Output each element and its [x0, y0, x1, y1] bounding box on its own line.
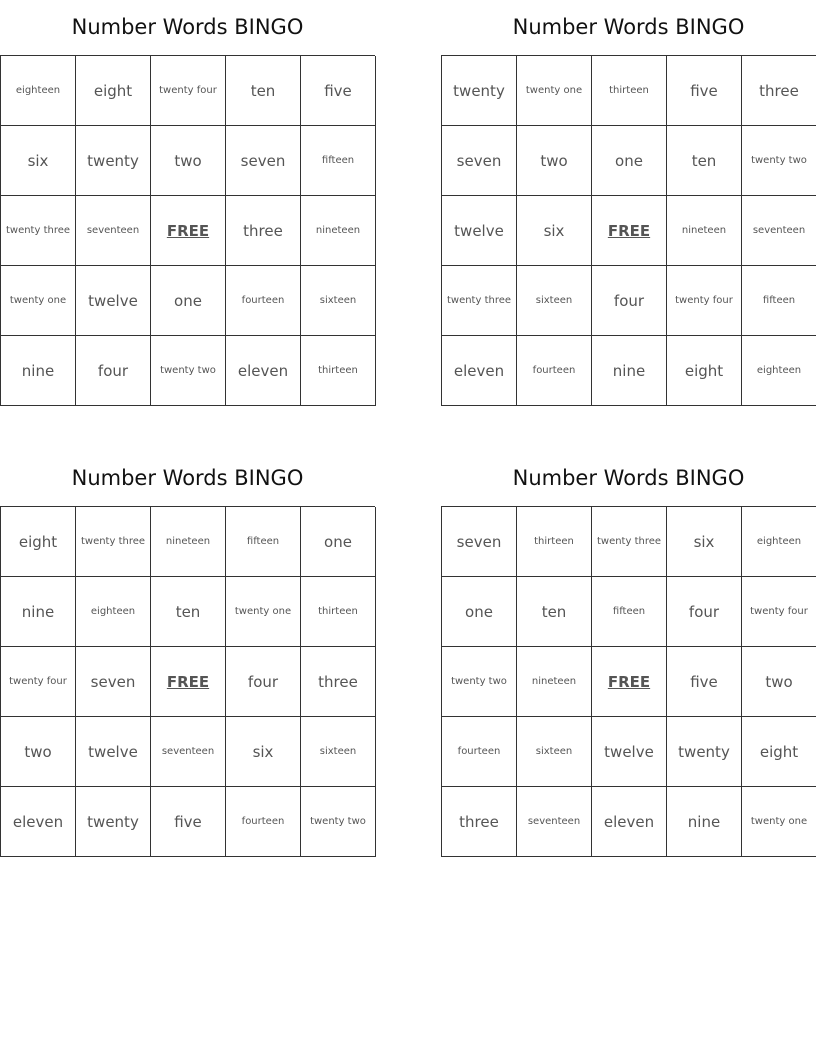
bingo-cell: twenty	[442, 56, 517, 126]
bingo-cell: five	[301, 56, 376, 126]
bingo-cell: twenty	[76, 787, 151, 857]
bingo-cell: one	[442, 577, 517, 647]
bingo-cell: fourteen	[442, 717, 517, 787]
bingo-cell: eighteen	[742, 507, 816, 577]
bingo-cell: seventeen	[742, 196, 816, 266]
bingo-cell: four	[76, 336, 151, 406]
bingo-cell: eleven	[442, 336, 517, 406]
bingo-cell: nine	[1, 577, 76, 647]
bingo-cell: eighteen	[742, 336, 816, 406]
bingo-cell: thirteen	[517, 507, 592, 577]
bingo-cell: five	[151, 787, 226, 857]
card-title: Number Words BINGO	[512, 15, 745, 39]
bingo-cell: ten	[151, 577, 226, 647]
bingo-cell: one	[151, 266, 226, 336]
bingo-cell: fifteen	[592, 577, 667, 647]
bingo-cell: three	[226, 196, 301, 266]
bingo-cell: twenty	[667, 717, 742, 787]
bingo-cell: twenty four	[667, 266, 742, 336]
bingo-cell: ten	[517, 577, 592, 647]
bingo-grid	[441, 55, 816, 406]
bingo-cell: four	[667, 577, 742, 647]
bingo-cell: twenty one	[742, 787, 816, 857]
free-space-cell: FREE	[592, 196, 667, 266]
bingo-cell: sixteen	[301, 717, 376, 787]
card-title: Number Words BINGO	[71, 15, 304, 39]
bingo-cell: nine	[1, 336, 76, 406]
bingo-cell: seven	[76, 647, 151, 717]
bingo-cell: eight	[1, 507, 76, 577]
bingo-cell: twenty two	[301, 787, 376, 857]
bingo-grid	[0, 55, 375, 406]
bingo-cell: sixteen	[517, 717, 592, 787]
bingo-cell: twenty	[76, 126, 151, 196]
free-space-cell: FREE	[151, 647, 226, 717]
bingo-cell: ten	[226, 56, 301, 126]
bingo-cell: six	[1, 126, 76, 196]
bingo-cell: seven	[442, 507, 517, 577]
bingo-cell: two	[742, 647, 816, 717]
free-space-cell: FREE	[592, 647, 667, 717]
bingo-cell: ten	[667, 126, 742, 196]
bingo-cell: fourteen	[226, 266, 301, 336]
bingo-cell: twelve	[76, 717, 151, 787]
bingo-cell: seventeen	[151, 717, 226, 787]
bingo-cell: eleven	[1, 787, 76, 857]
bingo-cell: nineteen	[667, 196, 742, 266]
bingo-cell: nineteen	[517, 647, 592, 717]
bingo-cell: twenty one	[1, 266, 76, 336]
bingo-cell: twenty three	[76, 507, 151, 577]
bingo-cell: seven	[226, 126, 301, 196]
bingo-cell: six	[667, 507, 742, 577]
bingo-cell: twelve	[76, 266, 151, 336]
bingo-cell: fifteen	[226, 507, 301, 577]
bingo-cell: twenty one	[517, 56, 592, 126]
bingo-cell: fourteen	[517, 336, 592, 406]
bingo-cell: eleven	[592, 787, 667, 857]
bingo-cell: sixteen	[517, 266, 592, 336]
bingo-cell: seventeen	[517, 787, 592, 857]
bingo-cell: eight	[742, 717, 816, 787]
bingo-cell: three	[742, 56, 816, 126]
card-title: Number Words BINGO	[71, 466, 304, 490]
bingo-cell: seventeen	[76, 196, 151, 266]
free-space-cell: FREE	[151, 196, 226, 266]
bingo-cell: three	[301, 647, 376, 717]
bingo-cell: twenty one	[226, 577, 301, 647]
bingo-cell: nineteen	[151, 507, 226, 577]
bingo-cell: two	[1, 717, 76, 787]
bingo-grid	[441, 506, 816, 857]
bingo-grid	[0, 506, 375, 857]
bingo-cell: twenty four	[151, 56, 226, 126]
bingo-cell: twenty two	[151, 336, 226, 406]
bingo-cell: twenty three	[442, 266, 517, 336]
bingo-cell: twenty two	[742, 126, 816, 196]
bingo-cell: nine	[592, 336, 667, 406]
bingo-card-2	[441, 0, 816, 406]
bingo-cell: nineteen	[301, 196, 376, 266]
bingo-cell: twenty three	[592, 507, 667, 577]
bingo-cell: twenty four	[1, 647, 76, 717]
bingo-card-1	[0, 0, 375, 406]
bingo-cell: six	[226, 717, 301, 787]
bingo-cell: six	[517, 196, 592, 266]
bingo-card-3	[0, 451, 375, 857]
bingo-cell: thirteen	[301, 577, 376, 647]
bingo-cell: thirteen	[592, 56, 667, 126]
bingo-cell: four	[592, 266, 667, 336]
bingo-cell: two	[151, 126, 226, 196]
bingo-cell: twenty four	[742, 577, 816, 647]
bingo-cell: fourteen	[226, 787, 301, 857]
bingo-cell: twenty three	[1, 196, 76, 266]
bingo-cell: eleven	[226, 336, 301, 406]
bingo-cell: five	[667, 56, 742, 126]
bingo-cell: thirteen	[301, 336, 376, 406]
bingo-cell: eight	[667, 336, 742, 406]
bingo-cell: five	[667, 647, 742, 717]
bingo-cell: sixteen	[301, 266, 376, 336]
bingo-cell: nine	[667, 787, 742, 857]
bingo-cell: one	[301, 507, 376, 577]
bingo-cell: one	[592, 126, 667, 196]
card-title: Number Words BINGO	[512, 466, 745, 490]
bingo-card-4	[441, 451, 816, 857]
bingo-cell: twenty two	[442, 647, 517, 717]
bingo-cell: eight	[76, 56, 151, 126]
bingo-cell: seven	[442, 126, 517, 196]
bingo-cell: eighteen	[1, 56, 76, 126]
bingo-cell: twelve	[592, 717, 667, 787]
bingo-cell: fifteen	[301, 126, 376, 196]
bingo-cell: two	[517, 126, 592, 196]
bingo-cell: four	[226, 647, 301, 717]
bingo-cell: fifteen	[742, 266, 816, 336]
bingo-cell: three	[442, 787, 517, 857]
bingo-cell: eighteen	[76, 577, 151, 647]
bingo-cell: twelve	[442, 196, 517, 266]
